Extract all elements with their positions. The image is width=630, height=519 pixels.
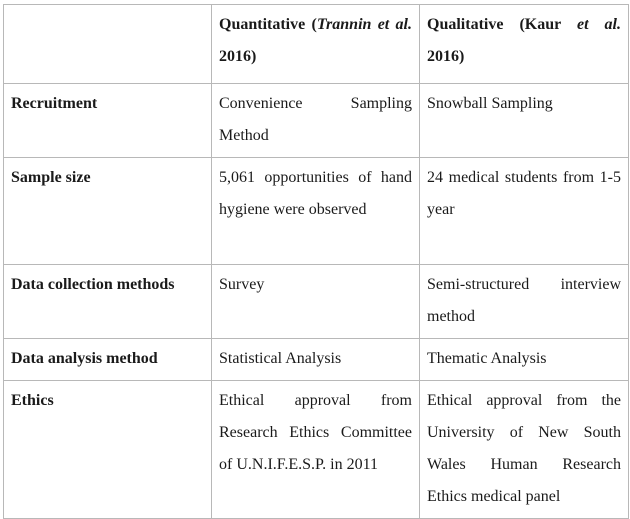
- row-label: Data analysis method: [4, 339, 212, 381]
- header-qualitative: [420, 5, 629, 84]
- header-qualitative-pre: Qualitative (Kaur: [427, 16, 577, 33]
- header-qualitative-etal: et al.: [576, 16, 622, 33]
- qualitative-cell: Ethical approval from the University of New South Wales Human Research Ethics medical panel: [420, 381, 629, 519]
- header-quantitative-authors: Trannin et al.: [316, 16, 413, 33]
- qualitative-cell: Snowball Sampling: [420, 84, 629, 158]
- row-label: Ethics: [4, 381, 212, 519]
- row-label: Data collection methods: [4, 265, 212, 339]
- header-quantitative: [212, 5, 420, 84]
- qualitative-cell: 24 medical students from 1-5 year: [420, 158, 629, 265]
- header-quantitative-pre: Quantitative (: [219, 16, 317, 33]
- table-row: [4, 158, 629, 265]
- header-empty-cell: [4, 5, 212, 84]
- header-row: [4, 5, 629, 84]
- table-row: [4, 265, 629, 339]
- table-row: [4, 381, 629, 519]
- comparison-table: [3, 4, 629, 519]
- table-row: [4, 339, 629, 381]
- header-quantitative-post: 2016): [219, 48, 257, 65]
- qualitative-cell: Semi-structured interview method: [420, 265, 629, 339]
- row-label: Sample size: [4, 158, 212, 265]
- quantitative-cell: 5,061 opportunities of hand hygiene were observed: [212, 158, 420, 265]
- qualitative-cell: Thematic Analysis: [420, 339, 629, 381]
- row-label: Recruitment: [4, 84, 212, 158]
- header-qualitative-post: 2016): [427, 48, 465, 65]
- quantitative-cell: Statistical Analysis: [212, 339, 420, 381]
- table-row: [4, 84, 629, 158]
- quantitative-cell: Convenience Sampling Method: [212, 84, 420, 158]
- quantitative-cell: Survey: [212, 265, 420, 339]
- quantitative-cell: Ethical approval from Research Ethics Committee of U.N.I.F.E.S.P. in 2011: [212, 381, 420, 519]
